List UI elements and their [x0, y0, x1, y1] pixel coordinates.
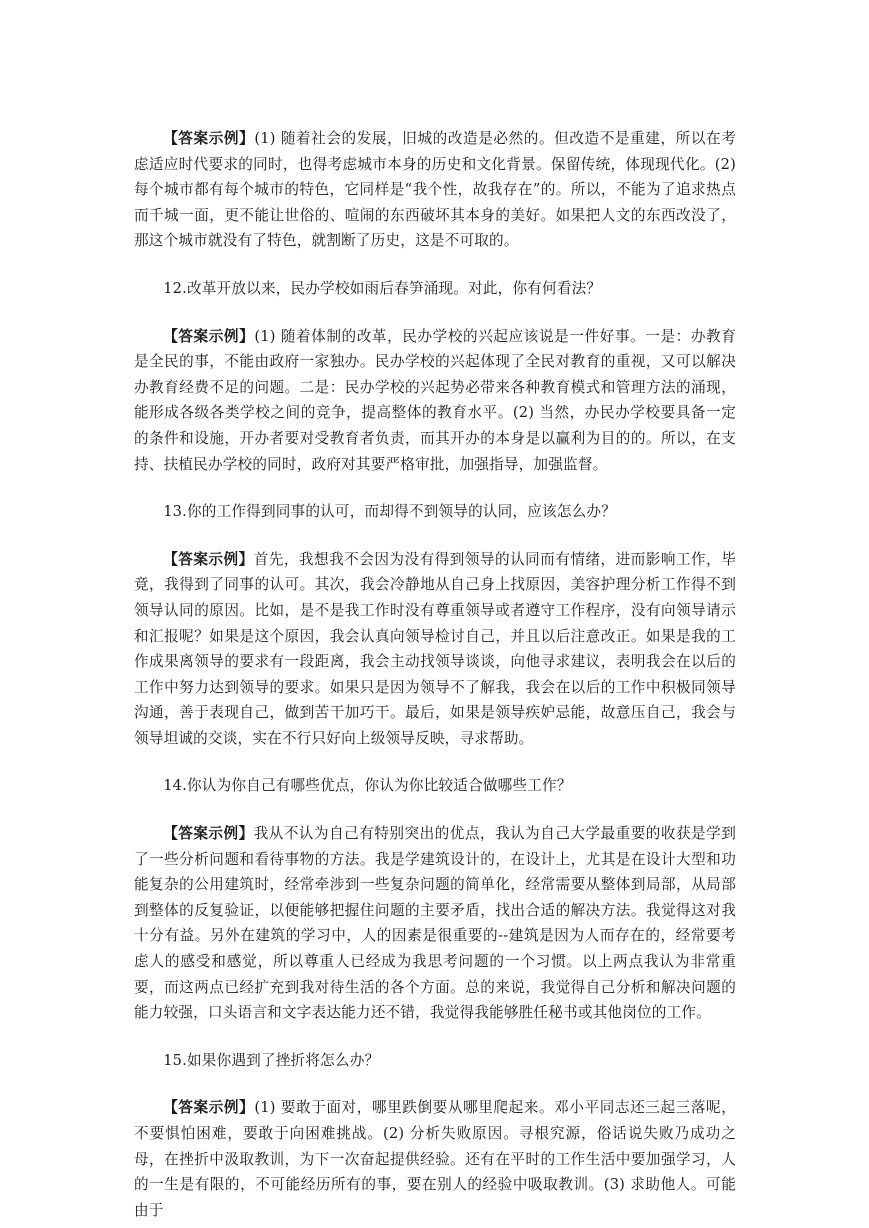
answer-text: 首先，我想我不会因为没有得到领导的认同而有情绪，进而影响工作，毕竟，我得到了同事的认可。其次，我会冷静地从自己身上找原因，美容护理分析工作得不到领导认同的原因。比如，是不是我工作时没有尊重领导或者遵守工作程序，没有向领导请示和汇报呢？如果是这个原因，我会认真向领导检讨自己，并且以后注意改正。如果是我的工作成果离领导的要求有一段距离，我会主动找领导谈谈，向他寻求建议，表明我会在以后的工作中努力达到领导的要求。如果只是因为领导不了解我，我会在以后的工作中积极同领导沟通，善于表现自己，做到苦干加巧干。最后，如果是领导疾妒忌能，故意压自己，我会与领导坦诚的交谈，实在不行只好向上级领导反映，寻求帮助。: [134, 550, 737, 747]
answer-text: (1) 要敢于面对，哪里跌倒要从哪里爬起来。邓小平同志还三起三落呢，不要惧怕困难，要敢于向困难挑战。(2) 分析失败原因。寻根究源，俗话说失败乃成功之母，在挫折中汲取教训，为下一次奋起提供经验。还有在平时的工作生活中要加强学习，人的一生是有限的，不可能经历所有的事，要在别人的经验中吸取教训。(3) 求助他人。可能由于: [134, 1099, 736, 1219]
question-15: 15.如果你遇到了挫折将怎么办？: [163, 1051, 380, 1069]
answer-text: 我从不认为自己有特别突出的优点，我认为自己大学最重要的收获是学到了一些分析问题和看待事物的方法。我是学建筑设计的，在设计上，尤其是在设计大型和功能复杂的公用建筑时，经常牵涉到一些复杂问题的简单化，经常需要从整体到局部，从局部到整体的反复验证，以便能够把握住问题的主要矛盾，找出合适的解决方法。我觉得这对我十分有益。另外在建筑的学习中，人的因素是很重要的--建筑是因为人而存在的，经常要考虑人的感受和感觉，所以尊重人已经成为我思考问题的一个习惯。以上两点我认为非常重要，而这两点已经扩充到我对待生活的各个方面。总的来说，我觉得自己分析和解决问题的能力较强，口头语言和文字表达能力还不错，我觉得我能够胜任秘书或其他岗位的工作。: [134, 825, 737, 1022]
question-12: 12.改革开放以来，民办学校如雨后春笋涌现。对此，你有何看法？: [163, 279, 602, 297]
answer-tag: 【答案示例】: [163, 550, 254, 568]
answer-paragraph-11: [134, 126, 736, 254]
answer-paragraph-12: [134, 324, 736, 478]
answer-text: (1) 随着社会的发展，旧城的改造是必然的。但改造不是重建，所以在考虑适应时代要求的同时，也得考虑城市本身的历史和文化背景。保留传统，体现现代化。(2) 每个城市都有每个城市的特色，它同样是“我个性，故我存在”的。所以，不能为了追求热点而千城一面，更不能让世俗的、喧闹的东西破坏其本身的美好。如果把人文的东西改没了，那这个城市就没有了特色，就割断了历史，这是不可取的。: [134, 130, 736, 250]
answer-paragraph-13: [134, 547, 736, 752]
question-14: 14.你认为你自己有哪些优点，你认为你比较适合做哪些工作？: [163, 777, 572, 795]
answer-tag: 【答案示例】: [163, 1099, 255, 1117]
answer-tag: 【答案示例】: [163, 825, 254, 843]
answer-tag: 【答案示例】: [163, 327, 255, 345]
answer-paragraph-14: [134, 821, 736, 1026]
question-13: 13.你的工作得到同事的认可，而却得不到领导的认同，应该怎么办？: [163, 503, 617, 521]
answer-tag: 【答案示例】: [163, 130, 255, 147]
answer-text: (1) 随着体制的改革，民办学校的兴起应该说是一件好事。一是：办教育是全民的事，不能由政府一家独办。民办学校的兴起体现了全民对教育的重视，又可以解决办教育经费不足的问题。二是：民办学校的兴起势必带来各种教育模式和管理方法的涌现，能形成各级各类学校之间的竞争，提高整体的教育水平。(2) 当然，办民办学校要具备一定的条件和设施，开办者要对受教育者负责，而其开办的本身是以赢利为目的的。所以，在支持、扶植民办学校的同时，政府对其要严格审批，加强指导，加强监督。: [134, 327, 736, 473]
answer-paragraph-15: [134, 1095, 736, 1223]
document-page: [134, 126, 736, 1223]
